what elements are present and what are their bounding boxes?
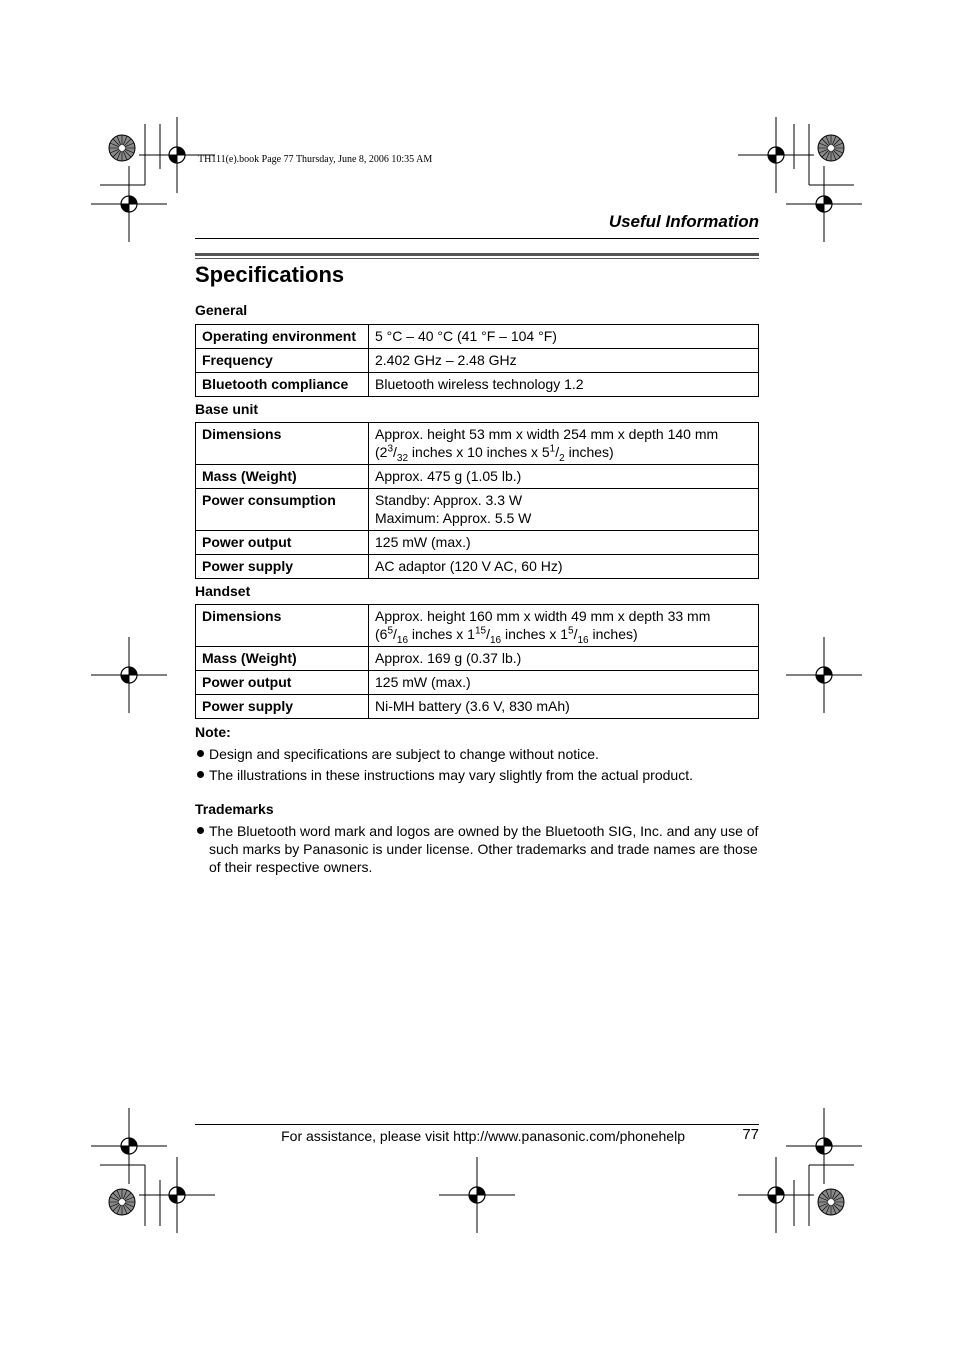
spec-label: Mass (Weight) xyxy=(196,647,369,671)
trademarks-heading: Trademarks xyxy=(195,801,274,817)
note-item: Design and specifications are subject to change without notice. xyxy=(195,745,759,763)
table-row xyxy=(196,325,759,349)
table-row xyxy=(196,531,759,555)
spec-label: Power output xyxy=(196,671,369,695)
spec-label: Mass (Weight) xyxy=(196,465,369,489)
spec-value: 125 mW (max.) xyxy=(369,671,759,695)
spec-value: Approx. 475 g (1.05 lb.) xyxy=(369,465,759,489)
table-row xyxy=(196,465,759,489)
spec-value: 5 °C – 40 °C (41 °F – 104 °F) xyxy=(369,325,759,349)
handset-spec-table xyxy=(195,604,759,719)
page-title: Specifications xyxy=(195,262,345,287)
note-list xyxy=(195,745,759,787)
dimensions-line-1: Approx. height 53 mm x width 254 mm x depth 140 mm xyxy=(375,426,719,442)
note-item: The illustrations in these instructions may vary slightly from the actual product. xyxy=(195,766,759,784)
page-number: 77 xyxy=(742,1126,759,1143)
table-row xyxy=(196,349,759,373)
spec-label: Dimensions xyxy=(196,605,369,647)
spec-value: 125 mW (max.) xyxy=(369,531,759,555)
spec-label: Power supply xyxy=(196,695,369,719)
handset-heading: Handset xyxy=(195,583,251,599)
dimensions-line-2: ($2^3/_{32}$ inches x 10 inches x $5^1/_2$ inches) xyxy=(375,443,614,464)
title-rule-thin xyxy=(195,258,759,259)
general-spec-table xyxy=(195,324,759,397)
print-info-line: TH111(e).book Page 77 Thursday, June 8, 2006 10:35 AM xyxy=(198,154,433,165)
dimensions-line-1: Approx. height 160 mm x width 49 mm x depth 33 mm xyxy=(375,608,711,624)
footer-rule xyxy=(195,1124,759,1125)
dimensions-line-2: ($6^5/_{16}$ inches x $1^{15}/_{16}$ inches x $1^5/_{16}$ inches) xyxy=(375,625,638,646)
standby-power: Standby: Approx. 3.3 W xyxy=(375,492,523,508)
spec-label: Power output xyxy=(196,531,369,555)
spec-label: Bluetooth compliance xyxy=(196,373,369,397)
base-unit-spec-table xyxy=(195,422,759,579)
table-row xyxy=(196,489,759,531)
footer-help-text: For assistance, please visit http://www.panasonic.com/phonehelp xyxy=(281,1128,685,1144)
spec-value: Approx. 169 g (0.37 lb.) xyxy=(369,647,759,671)
spec-label: Operating environment xyxy=(196,325,369,349)
maximum-power: Maximum: Approx. 5.5 W xyxy=(375,510,532,526)
table-row xyxy=(196,373,759,397)
spec-value: 2.402 GHz – 2.48 GHz xyxy=(369,349,759,373)
title-rule-thick xyxy=(195,253,759,256)
spec-value xyxy=(369,605,759,647)
table-row xyxy=(196,671,759,695)
header-rule xyxy=(195,238,759,239)
table-row xyxy=(196,695,759,719)
spec-value xyxy=(369,423,759,465)
general-heading: General xyxy=(195,302,248,318)
spec-value xyxy=(369,489,759,531)
spec-label: Power supply xyxy=(196,555,369,579)
table-row xyxy=(196,605,759,647)
table-row xyxy=(196,647,759,671)
spec-label: Dimensions xyxy=(196,423,369,465)
trademarks-list xyxy=(195,822,759,879)
section-header: Useful Information xyxy=(608,212,759,231)
spec-value: AC adaptor (120 V AC, 60 Hz) xyxy=(369,555,759,579)
spec-label: Frequency xyxy=(196,349,369,373)
table-row xyxy=(196,423,759,465)
trademark-item: The Bluetooth word mark and logos are owned by the Bluetooth SIG, Inc. and any use of such marks by Panasonic is under license. Other trademarks and trade names are those of their respective owners. xyxy=(195,822,759,876)
base-unit-heading: Base unit xyxy=(195,401,259,417)
spec-value: Ni-MH battery (3.6 V, 830 mAh) xyxy=(369,695,759,719)
spec-value: Bluetooth wireless technology 1.2 xyxy=(369,373,759,397)
table-row xyxy=(196,555,759,579)
note-heading: Note: xyxy=(195,724,231,740)
spec-label: Power consumption xyxy=(196,489,369,531)
